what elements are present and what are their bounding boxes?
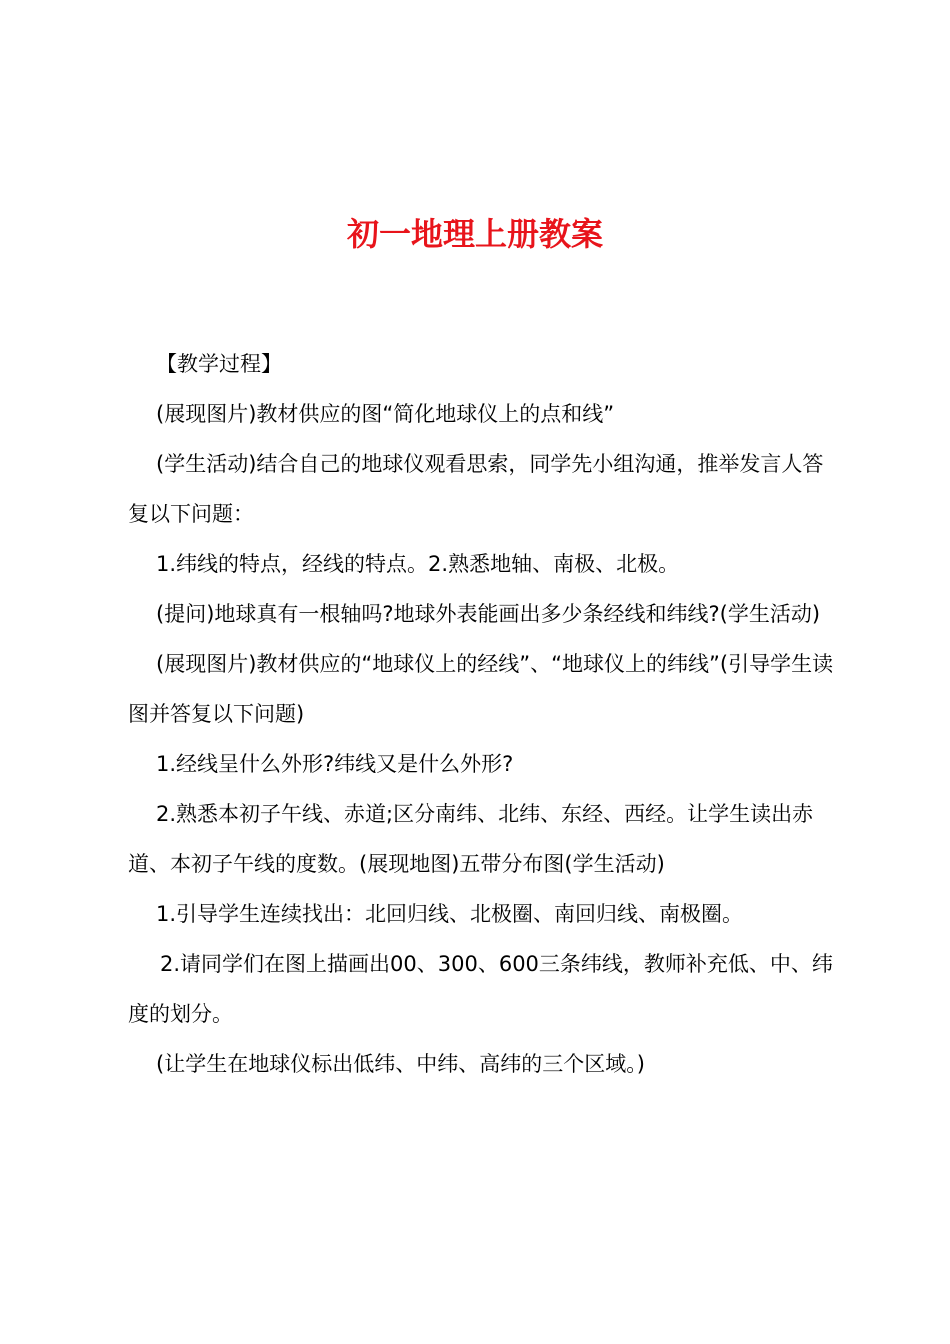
paragraph: 1.纬线的特点，经线的特点。2.熟悉地轴、南极、北极。: [156, 552, 680, 576]
paragraph: (提问)地球真有一根轴吗?地球外表能画出多少条经线和纬线?(学生活动): [156, 602, 821, 626]
paragraph: 2.熟悉本初子午线、赤道;区分南纬、北纬、东经、西经。让学生读出赤道、本初子午线的度数。(展现地图)五带分布图(学生活动): [128, 802, 814, 876]
document-title: 初一地理上册教案: [346, 215, 603, 253]
paragraph: 1.经线呈什么外形?纬线又是什么外形?: [156, 752, 514, 776]
paragraph-section-heading: 【教学过程】: [156, 352, 282, 376]
paragraph: (学生活动)结合自己的地球仪观看思索，同学先小组沟通，推举发言人答复以下问题：: [128, 452, 824, 526]
document-body: [128, 339, 834, 1089]
paragraph: 2.请同学们在图上描画出00、300、600三条纬线，教师补充低、中、纬度的划分。: [128, 952, 833, 1026]
paragraph: (展现图片)教材供应的“地球仪上的经线”、“地球仪上的纬线”(引导学生读图并答复以下问题): [128, 652, 834, 726]
paragraph: (展现图片)教材供应的图“简化地球仪上的点和线”: [156, 402, 615, 426]
paragraph: (让学生在地球仪标出低纬、中纬、高纬的三个区域。): [156, 1052, 645, 1076]
paragraph: 1.引导学生连续找出：北回归线、北极圈、南回归线、南极圈。: [156, 902, 744, 926]
